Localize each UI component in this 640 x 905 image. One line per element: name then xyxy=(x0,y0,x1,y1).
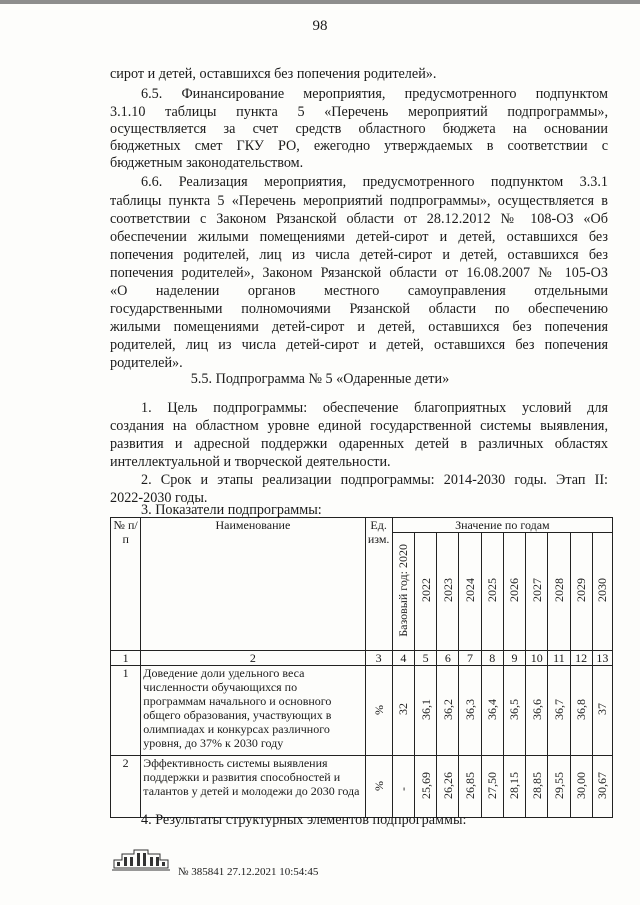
row-value: 36,3 xyxy=(463,698,478,720)
header-name: Наименование xyxy=(141,518,365,651)
col-number: 9 xyxy=(503,651,525,666)
row-value: 36,2 xyxy=(440,698,455,720)
text-line: попечения родителей», Законом Рязанской области от 16.08.2007 № 105-ОЗ xyxy=(110,265,608,281)
row-unit: % xyxy=(371,704,386,715)
col-number: 6 xyxy=(437,651,459,666)
year-label: 2029 xyxy=(574,578,589,602)
col-number: 1 xyxy=(111,651,141,666)
text-line: бюджетных смет ГКУ РО, ежегодно утверждаемых в соответствии с xyxy=(110,138,608,154)
header-year xyxy=(548,533,570,651)
text-line: жилыми помещениями детей-сирот и детей, оставшихся без попечения xyxy=(110,319,608,335)
col-number: 12 xyxy=(570,651,592,666)
text-line: сирот и детей, оставшихся без попечения родителей». xyxy=(110,66,437,82)
indicators-table xyxy=(110,517,613,818)
header-base-year-text: Базовый год: 2020 xyxy=(396,543,411,637)
row-unit: % xyxy=(371,780,386,791)
col-number: 4 xyxy=(392,651,414,666)
row-value: 36,5 xyxy=(507,698,522,720)
header-value-by-years: Значение по годам xyxy=(392,518,612,533)
text-line: государственными полномочиями Рязанской области по обеспечению xyxy=(110,301,608,317)
text-line: осуществляется за счет средств областного бюджета на основании xyxy=(110,121,608,137)
year-label: 2030 xyxy=(595,578,610,602)
header-year xyxy=(437,533,459,651)
row-value: 26,85 xyxy=(463,771,478,799)
year-label: 2025 xyxy=(485,578,500,602)
text-line: таблицы пункта 5 «Перечень мероприятий подпрограммы», осуществляется в xyxy=(110,193,608,209)
section-heading: 5.5. Подпрограмма № 5 «Одаренные дети» xyxy=(190,371,450,387)
text-line: родителей, лиц из числа детей-сирот и детей, оставшихся без попечения xyxy=(110,337,608,353)
header-year xyxy=(481,533,503,651)
row-base-value: - xyxy=(396,786,411,791)
header-year xyxy=(526,533,548,651)
scan-edge xyxy=(0,0,640,4)
text-line: 3. Показатели подпрограммы: xyxy=(141,502,322,518)
row-num: 2 xyxy=(111,756,141,818)
col-number: 8 xyxy=(481,651,503,666)
text-line: развития и адресной поддержки одаренных детей в различных областях xyxy=(110,436,608,452)
row-name: Эффективность системы выявления поддержки и развития способностей и талантов у детей и молодежи до 2030 года xyxy=(141,756,365,818)
header-year xyxy=(415,533,437,651)
text-line: 2. Срок и этапы реализации подпрограммы: 2014-2030 годы. Этап II: xyxy=(141,472,608,488)
row-value: 30,67 xyxy=(595,771,610,799)
row-value: 36,8 xyxy=(574,698,589,720)
year-label: 2023 xyxy=(440,578,455,602)
col-number: 11 xyxy=(548,651,570,666)
row-value: 36,1 xyxy=(418,698,433,720)
header-year xyxy=(459,533,481,651)
text-line: 1. Цель подпрограммы: обеспечение благоприятных условий для xyxy=(141,400,608,416)
header-year xyxy=(592,533,612,651)
col-number: 7 xyxy=(459,651,481,666)
text-line: бюджетным законодательством. xyxy=(110,155,304,171)
text-line: 2022-2030 годы. xyxy=(110,490,208,506)
row-value: 27,50 xyxy=(485,771,500,799)
table-row xyxy=(111,756,613,818)
text-line: 3.1.10 таблицы пункта 5 «Перечень мероприятий подпрограммы», xyxy=(110,104,608,120)
text-line: «О наделении органов местного самоуправления отдельными xyxy=(110,283,608,299)
year-label: 2026 xyxy=(507,578,522,602)
row-base-value: 32 xyxy=(396,703,411,715)
header-year xyxy=(503,533,525,651)
col-number: 5 xyxy=(415,651,437,666)
text-line: интеллектуальной и творческой деятельности. xyxy=(110,454,391,470)
year-label: 2022 xyxy=(418,578,433,602)
col-number: 13 xyxy=(592,651,612,666)
building-logo-icon xyxy=(112,846,170,872)
row-value: 36,4 xyxy=(485,698,500,720)
text-line: попечения родителей, лиц из числа детей-сирот и детей, оставшихся без xyxy=(110,247,608,263)
page-number: 98 xyxy=(312,18,328,34)
header-unit: Ед. изм. xyxy=(365,518,392,651)
header-base-year xyxy=(392,533,414,651)
row-num: 1 xyxy=(111,666,141,756)
row-value: 28,85 xyxy=(529,771,544,799)
text-line: 4. Результаты структурных элементов подпрограммы: xyxy=(141,812,467,828)
year-label: 2024 xyxy=(463,578,478,602)
row-value: 26,26 xyxy=(440,771,455,799)
text-line: 6.5. Финансирование мероприятия, предусмотренного подпунктом xyxy=(141,86,608,102)
text-line: создания на областном уровне единой государственной системы выявления, xyxy=(110,418,608,434)
col-number: 3 xyxy=(365,651,392,666)
row-value: 25,69 xyxy=(418,771,433,799)
column-number-row xyxy=(111,651,613,666)
year-label: 2028 xyxy=(551,578,566,602)
table-row xyxy=(111,666,613,756)
row-value: 36,7 xyxy=(551,698,566,720)
year-label: 2027 xyxy=(529,578,544,602)
text-line: обеспечении жилыми помещениями детей-сирот и детей, оставшихся без xyxy=(110,229,608,245)
text-line: соответствии с Законом Рязанской области от 28.12.2012 № 108-ОЗ «Об xyxy=(110,211,608,227)
row-name: Доведение доли удельного веса численности обучающихся по программам начального и основного общего образования, участвующих в олимпиадах и конкурсах различного уровня, до 37% к 2030 году xyxy=(141,666,365,756)
text-line: 6.6. Реализация мероприятия, предусмотренного подпунктом 3.3.1 xyxy=(141,174,608,190)
col-number: 2 xyxy=(141,651,365,666)
row-value: 30,00 xyxy=(574,771,589,799)
header-num: № п/п xyxy=(111,518,141,651)
col-number: 10 xyxy=(526,651,548,666)
row-value: 29,55 xyxy=(551,771,566,799)
text-line: родителей». xyxy=(110,355,183,371)
row-value: 37 xyxy=(595,703,610,715)
header-year xyxy=(570,533,592,651)
row-value: 36,6 xyxy=(529,698,544,720)
document-stamp: № 385841 27.12.2021 10:54:45 xyxy=(178,866,319,878)
row-value: 28,15 xyxy=(507,771,522,799)
